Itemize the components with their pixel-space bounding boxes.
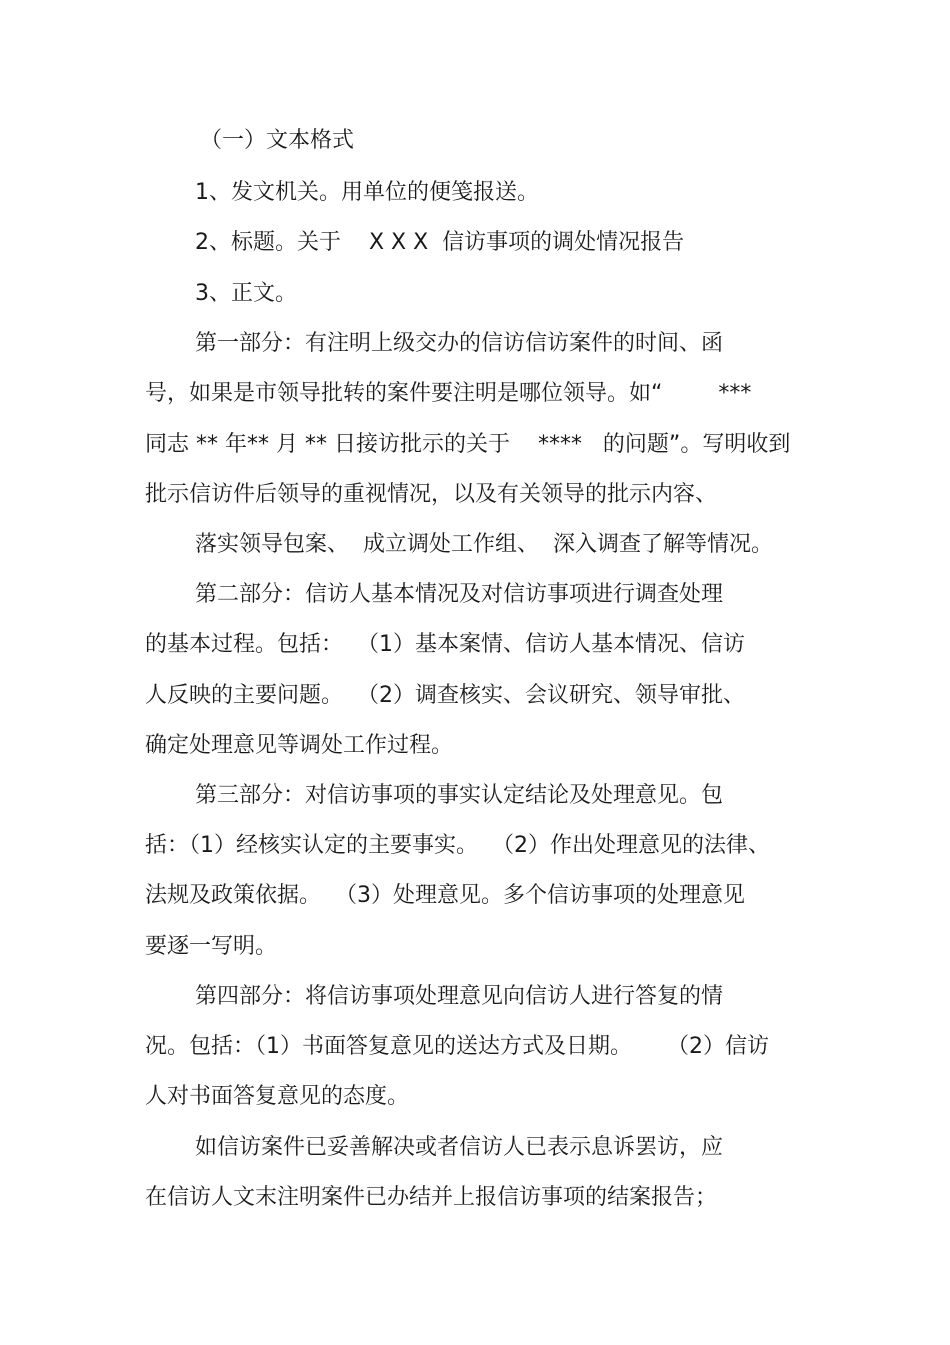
part-one-line-3: 同志 ** 年** 月 ** 日接访批示的关于 **** 的问题”。写明收到 [145,432,791,457]
part-three-line-2: 括：（1）经核实认定的主要事实。 （2）作出处理意见的法律、 [145,833,770,858]
item-2-title: 2、标题。关于 X X X 信访事项的调处情况报告 [195,230,685,255]
part-four-line-1: 第四部分：将信访事项处理意见向信访人进行答复的情 [195,984,724,1009]
part-two-line-1: 第二部分：信访人基本情况及对信访事项进行调查处理 [195,582,724,607]
item-3-body: 3、正文。 [195,281,297,306]
part-three-line-3: 法规及政策依据。 （3）处理意见。多个信访事项的处理意见 [145,883,745,908]
part-one-line-2: 号，如果是市领导批转的案件要注明是哪位领导。如“ *** [145,381,752,406]
part-two-line-3: 人反映的主要问题。 （2）调查核实、会议研究、领导审批、 [145,683,745,708]
part-two-line-4: 确定处理意见等调处工作过程。 [145,733,454,758]
part-three-line-1: 第三部分：对信访事项的事实认定结论及处理意见。包 [195,783,724,808]
item-1-issuing-authority: 1、发文机关。用单位的便笺报送。 [195,180,539,205]
part-four-line-3: 人对书面答复意见的态度。 [145,1084,410,1109]
part-four-line-2: 况。包括：（1）书面答复意见的送达方式及日期。 （2）信访 [145,1034,769,1059]
part-two-line-2: 的基本过程。包括： （1）基本案情、信访人基本情况、信访 [145,632,745,657]
closing-line-1: 如信访案件已妥善解决或者信访人已表示息诉罢访，应 [195,1135,724,1160]
closing-line-2: 在信访人文末注明案件已办结并上报信访事项的结案报告； [145,1185,718,1210]
part-three-line-4: 要逐一写明。 [145,934,278,959]
section-heading: （一）文本格式 [200,128,355,153]
part-one-line-4: 批示信访件后领导的重视情况，以及有关领导的批示内容、 [145,482,718,507]
part-one-line-5: 落实领导包案、 成立调处工作组、 深入调查了解等情况。 [195,532,773,557]
part-one-line-1: 第一部分：有注明上级交办的信访信访案件的时间、函 [195,331,724,356]
